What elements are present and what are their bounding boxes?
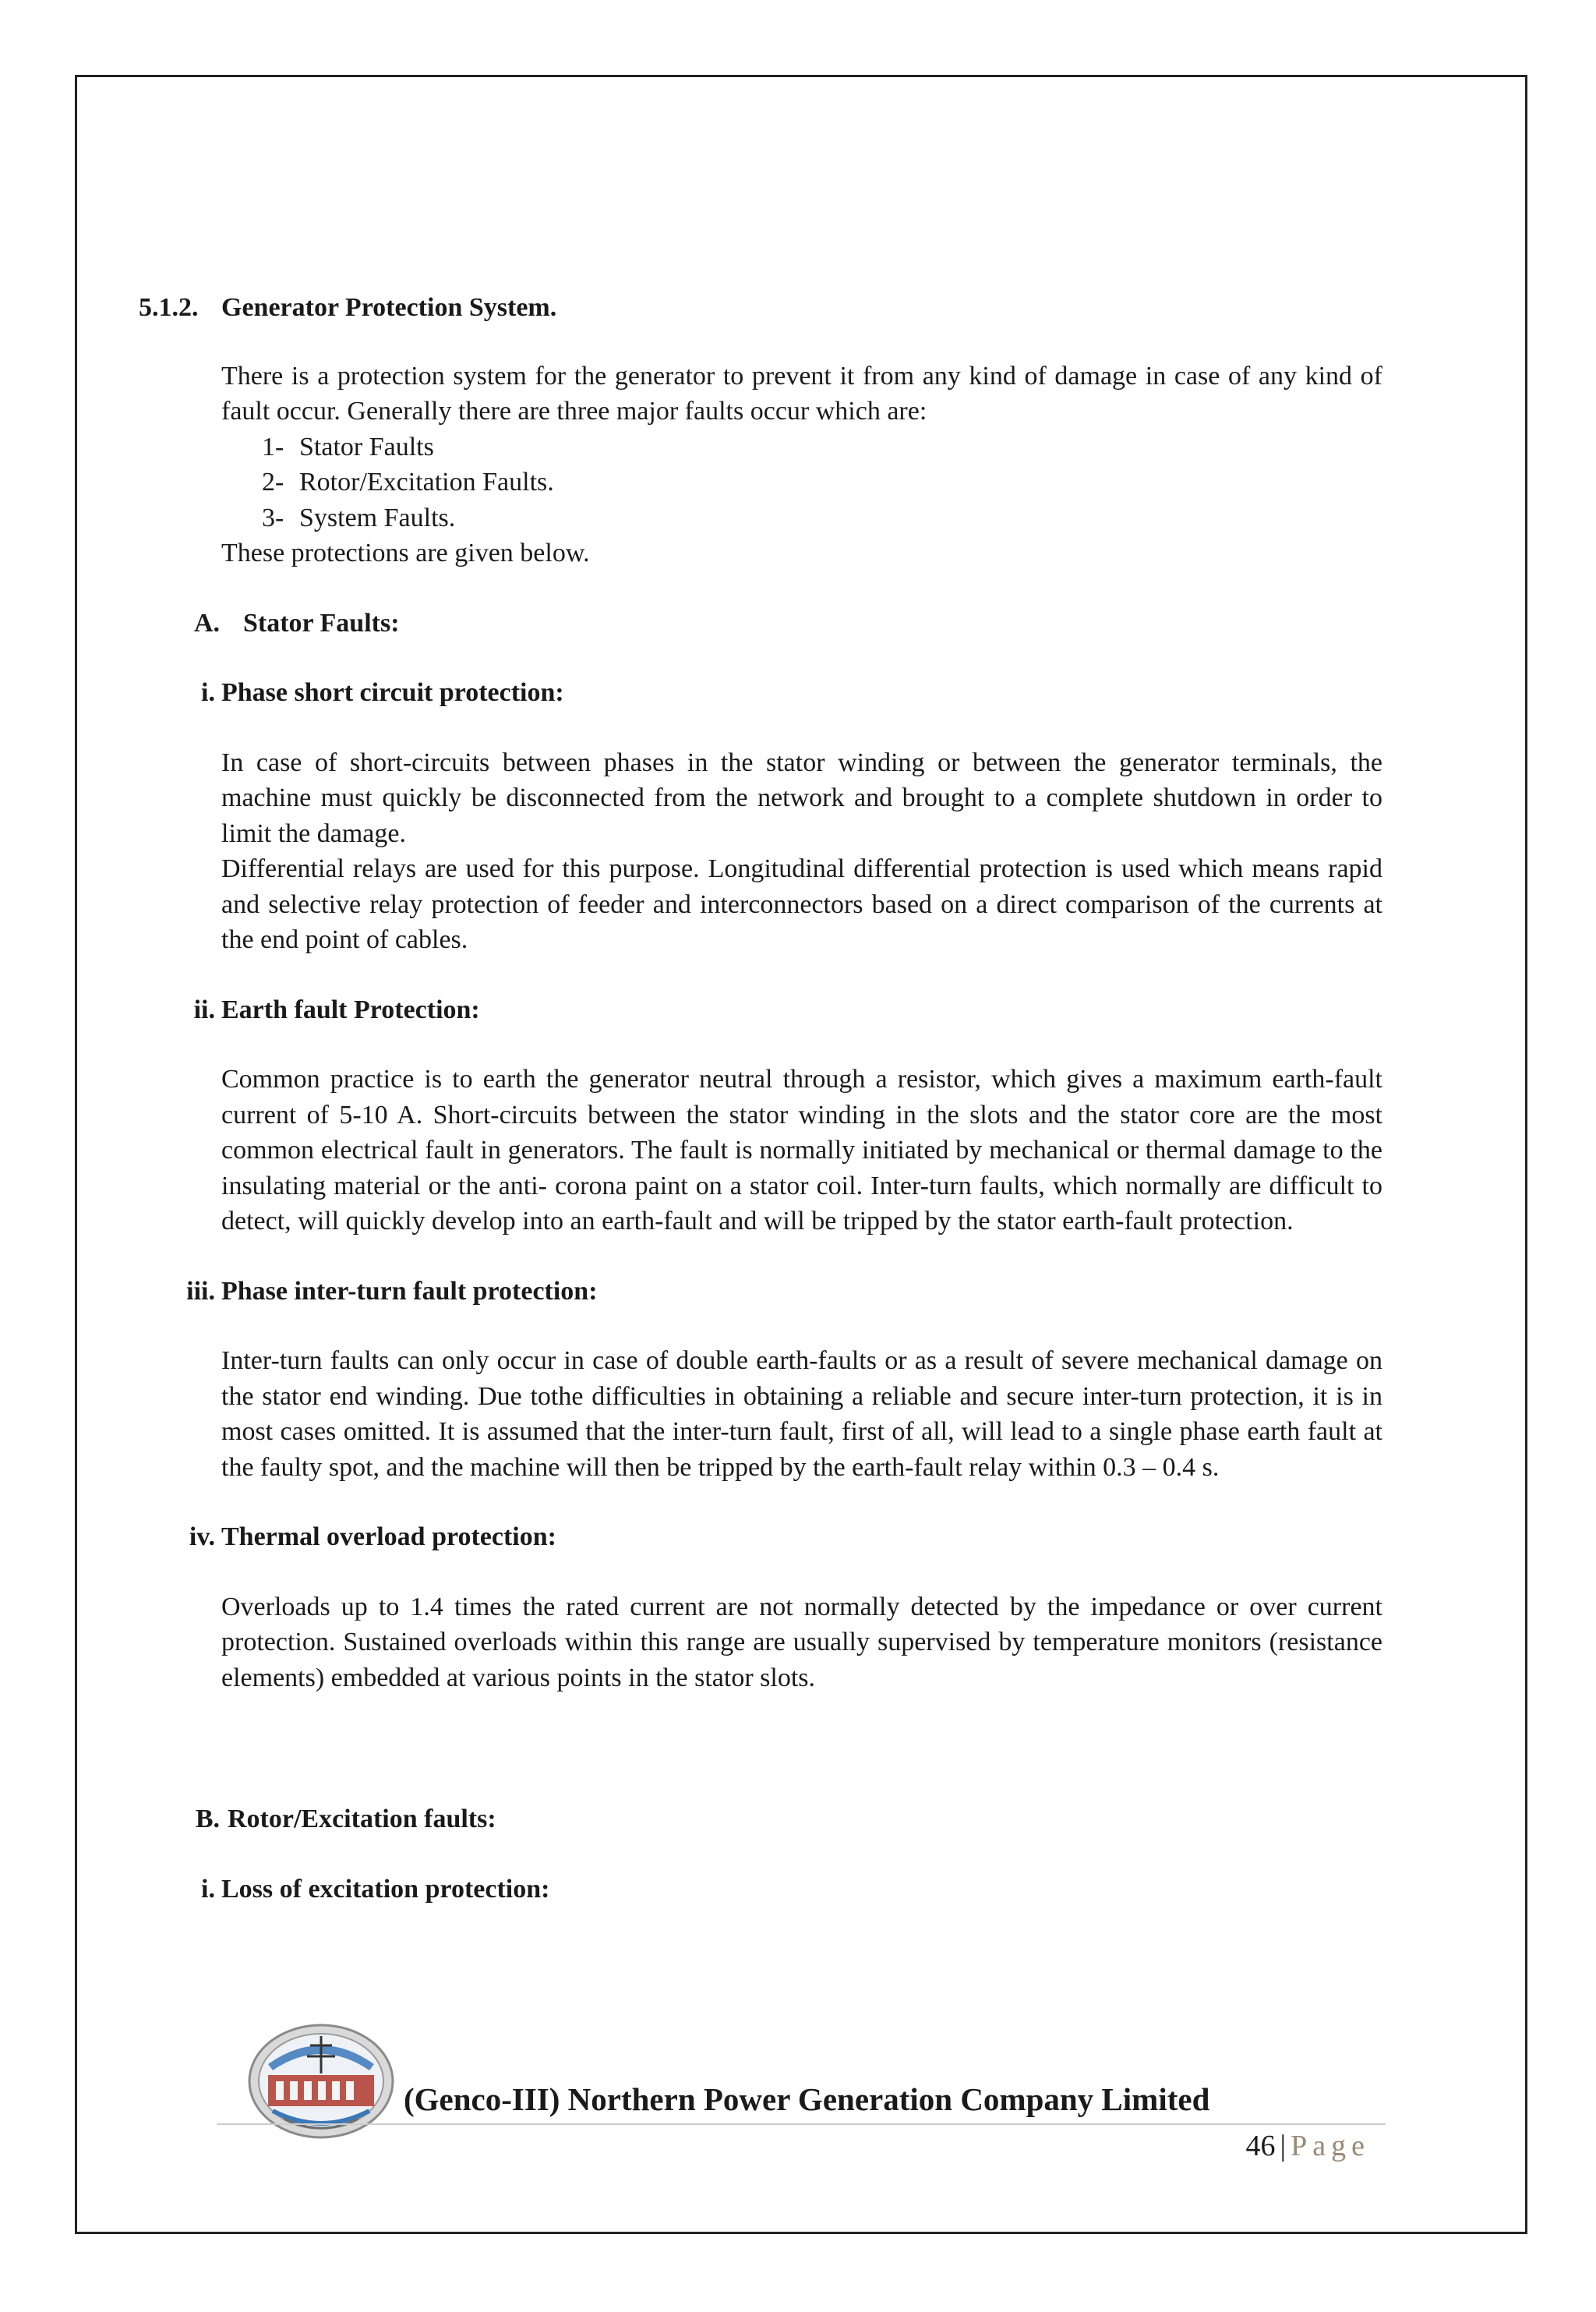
page-separator: | xyxy=(1280,2130,1287,2162)
list-text: Stator Faults xyxy=(299,432,434,461)
paragraph: Differential relays are used for this purpose. Longitudinal differential protection is used which means rapid and selective relay protection of feeder and interconnectors based on a direct comparison of the currents at the end point of cables. xyxy=(221,854,1382,954)
part-b-heading xyxy=(139,1801,1382,1837)
subsection-body xyxy=(221,1062,1382,1239)
subsection-heading xyxy=(139,675,1382,711)
list-item xyxy=(262,500,1382,536)
part-a-title: Stator Faults: xyxy=(243,608,400,638)
subsection-label: i. xyxy=(201,678,215,707)
company-logo xyxy=(245,2019,397,2141)
footer-company-name: (Genco-III) Northern Power Generation Company Limited xyxy=(404,2081,1210,2117)
subsection-heading xyxy=(139,1519,1382,1555)
subsection-body xyxy=(221,745,1382,958)
section-title-text: Generator Protection System. xyxy=(221,293,557,322)
subsection-body xyxy=(221,1589,1382,1696)
list-item xyxy=(262,430,1382,465)
subsection-label: ii. xyxy=(193,995,215,1024)
list-number: 2- xyxy=(262,468,284,497)
intro-note: These protections are given below. xyxy=(221,539,590,567)
list-text: System Faults. xyxy=(299,503,456,532)
page-number-label xyxy=(1246,2128,1370,2164)
list-text: Rotor/Excitation Faults. xyxy=(299,468,554,497)
subsection-label: iii. xyxy=(186,1276,215,1306)
intro-paragraph: There is a protection system for the generator to prevent it from any kind of damage in case of any kind of fault occur. Generally there are three major faults occur which are: xyxy=(221,361,1382,426)
part-a-heading xyxy=(139,606,1382,642)
paragraph: Common practice is to earth the generator neutral through a resistor, which gives a maximum earth-fault current of 5-10 A. Short-circuits between the stator winding in the slots and the stator core are the most common electrical fault in generators. The fault is normally initiated by mechanical or thermal damage to the insulating material or the anti- corona paint on a stator coil. Inter-turn faults, which normally are difficult to detect, will quickly develop into an earth-fault and will be tripped by the stator earth-fault protection. xyxy=(221,1065,1382,1236)
subsection-label: i. xyxy=(201,1874,215,1904)
fault-list xyxy=(262,430,1382,536)
section-number: 5.1.2. xyxy=(139,293,199,322)
section-title xyxy=(139,290,1382,326)
subsection-title: Phase inter-turn fault protection: xyxy=(221,1276,598,1306)
intro-block xyxy=(221,359,1382,571)
part-b-title: Rotor/Excitation faults: xyxy=(228,1805,496,1833)
subsection-title: Thermal overload protection: xyxy=(221,1522,556,1551)
subsection-title: Phase short circuit protection: xyxy=(221,678,564,707)
page-number: 46 xyxy=(1245,2130,1276,2162)
subsection-heading xyxy=(139,1872,1382,1907)
subsection-title: Loss of excitation protection: xyxy=(221,1874,550,1904)
paragraph: Inter-turn faults can only occur in case of double earth-faults or as a result of severe mechanical damage on the stator end winding. Due tothe difficulties in obtaining a reliable and secure inter-turn protection, it is in most cases omitted. It is assumed that the inter-turn fault, first of all, will lead to a single phase earth fault at the faulty spot, and the machine will then be tripped by the earth-fault relay within 0.3 – 0.4 s. xyxy=(221,1346,1382,1482)
subsection-title: Earth fault Protection: xyxy=(221,995,480,1024)
subsection-heading xyxy=(139,1274,1382,1310)
subsection-heading xyxy=(139,992,1382,1028)
subsection-body xyxy=(221,1343,1382,1485)
list-number: 3- xyxy=(262,503,284,532)
list-item xyxy=(262,465,1382,500)
part-a-label: A. xyxy=(193,608,220,638)
footer-divider xyxy=(217,2123,1386,2125)
list-number: 1- xyxy=(262,432,284,461)
subsection-label: iv. xyxy=(189,1522,215,1551)
page-word: Page xyxy=(1291,2130,1370,2162)
part-b-label: B. xyxy=(195,1805,220,1833)
paragraph: Overloads up to 1.4 times the rated current are not normally detected by the impedance or over current protection. Sustained overloads within this range are usually supervised by temperature monitors (resistance elements) embedded at various points in the stator slots. xyxy=(221,1592,1382,1692)
paragraph: In case of short-circuits between phases in the stator winding or between the generator terminals, the machine must quickly be disconnected from the network and brought to a complete shutdown in order to limit the damage. xyxy=(221,748,1382,848)
document-body xyxy=(139,290,1382,1907)
